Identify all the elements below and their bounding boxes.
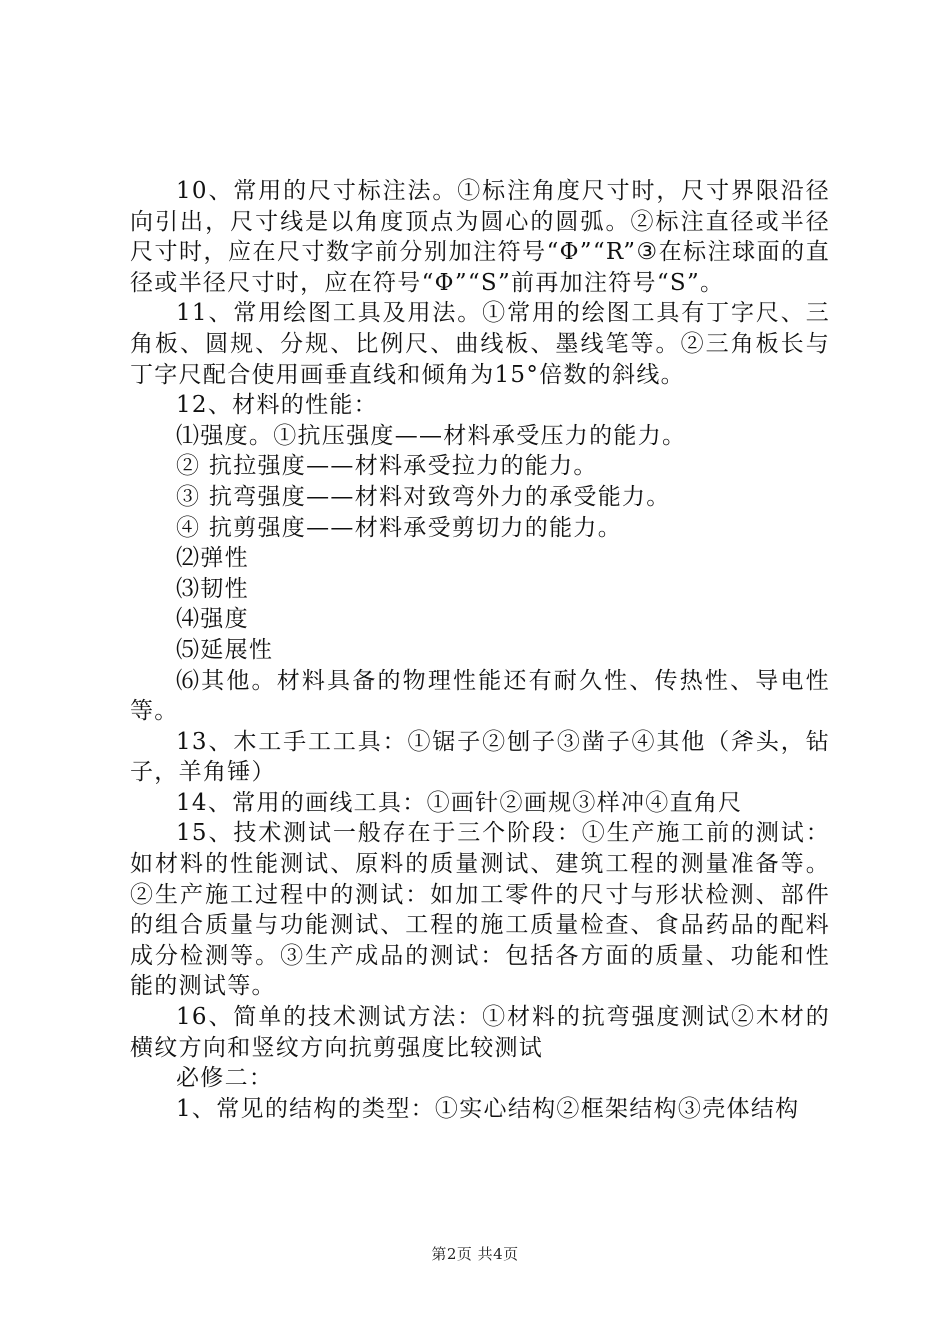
sub-item-strength: ⑴强度。①抗压强度——材料承受压力的能力。: [176, 422, 687, 449]
sub-item-hardness: ⑷强度: [176, 606, 249, 633]
document-body: [130, 176, 830, 1124]
paragraph-item-14: 14、常用的画线工具：①画针②画规③样冲④直角尺: [176, 789, 743, 816]
section-heading: 必修二：: [176, 1065, 274, 1092]
paragraph-item-13: 13、木工手工工具：①锯子②刨子③凿子④其他（斧头，钻子，羊角锤）: [130, 728, 830, 786]
sub-item-ductility: ⑸延展性: [176, 636, 274, 663]
sub-item-shear: ④ 抗剪强度——材料承受剪切力的能力。: [176, 514, 623, 541]
paragraph-item-10: 10、常用的尺寸标注法。①标注角度尺寸时，尺寸界限沿径向引出，尺寸线是以角度顶点为圆心的圆弧。②标注直径或半径尺寸时，应在尺寸数字前分别加注符号“Φ”“R”③在标注球面的直径或半径尺寸时，应在符号“Φ”“S”前再加注符号“S”。: [130, 178, 830, 296]
sub-item-toughness: ⑶韧性: [176, 575, 249, 602]
paragraph-item-15: 15、技术测试一般存在于三个阶段：①生产施工前的测试：如材料的性能测试、原料的质量测试、建筑工程的测量准备等。②生产施工过程中的测试：如加工零件的尺寸与形状检测、部件的组合质量与功能测试、工程的施工质量检查、食品药品的配料成分检测等。③生产成品的测试：包括各方面的质量、功能和性能的测试等。: [130, 820, 830, 1000]
paragraph-item-11: 11、常用绘图工具及用法。①常用的绘图工具有丁字尺、三角板、圆规、分规、比例尺、曲线板、墨线笔等。②三角板长与丁字尺配合使用画垂直线和倾角为15°倍数的斜线。: [130, 300, 830, 388]
sub-item-other: ⑹其他。材料具备的物理性能还有耐久性、传热性、导电性等。: [130, 667, 830, 725]
sub-item-elasticity: ⑵弹性: [176, 545, 249, 572]
paragraph-item-16: 16、简单的技术测试方法：①材料的抗弯强度测试②木材的横纹方向和竖纹方向抗剪强度比较测试: [130, 1004, 830, 1061]
sub-item-bending: ③ 抗弯强度——材料对致弯外力的承受能力。: [176, 483, 671, 510]
paragraph-item-12: 12、材料的性能：: [176, 392, 378, 419]
paragraph-item-1: 1、常见的结构的类型：①实心结构②框架结构③壳体结构: [176, 1095, 800, 1122]
sub-item-tensile: ② 抗拉强度——材料承受拉力的能力。: [176, 453, 598, 480]
page-footer: 第2页 共4页: [431, 1245, 519, 1263]
